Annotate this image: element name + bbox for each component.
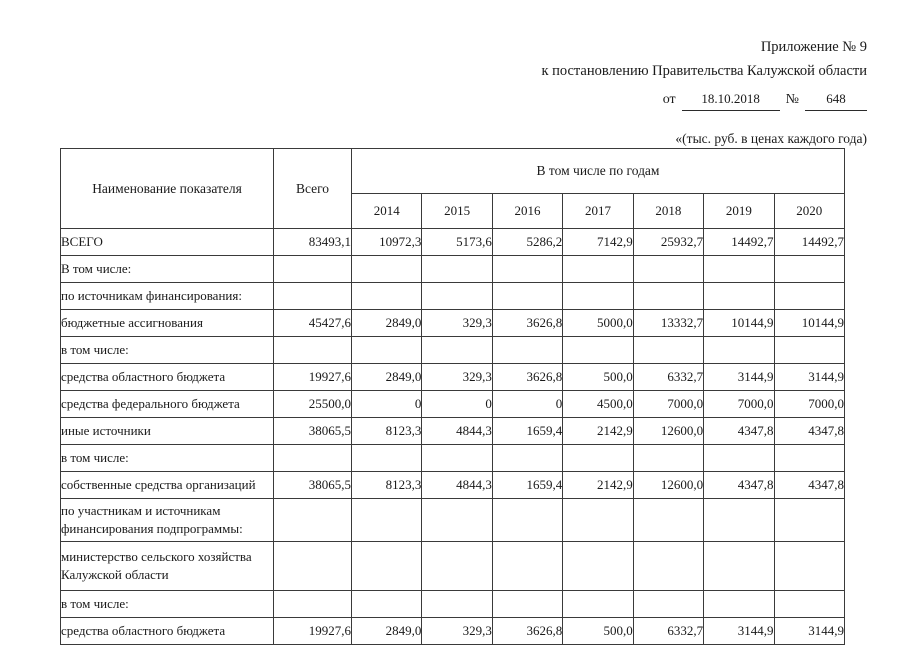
row-total <box>274 283 352 310</box>
row-value-2014 <box>352 256 422 283</box>
row-value-2020: 14492,7 <box>774 229 844 256</box>
row-label: средства областного бюджета <box>61 618 274 645</box>
header-year-2018: 2018 <box>633 194 703 229</box>
row-value-2020: 4347,8 <box>774 472 844 499</box>
row-value-2017: 2142,9 <box>563 472 633 499</box>
row-value-2014: 2849,0 <box>352 364 422 391</box>
row-value-2020: 7000,0 <box>774 391 844 418</box>
row-label: в том числе: <box>61 445 274 472</box>
row-value-2016: 3626,8 <box>492 364 562 391</box>
row-value-2017: 5000,0 <box>563 310 633 337</box>
table-row <box>61 391 845 418</box>
row-value-2014: 8123,3 <box>352 418 422 445</box>
header-year-2017: 2017 <box>563 194 633 229</box>
row-label: по источникам финансирования: <box>61 283 274 310</box>
row-value-2017: 500,0 <box>563 618 633 645</box>
table-row <box>61 310 845 337</box>
row-value-2017 <box>563 591 633 618</box>
row-value-2019: 4347,8 <box>704 418 774 445</box>
row-value-2018: 25932,7 <box>633 229 703 256</box>
row-label: В том числе: <box>61 256 274 283</box>
header-year-2014: 2014 <box>352 194 422 229</box>
row-label: ВСЕГО <box>61 229 274 256</box>
header-year-2015: 2015 <box>422 194 492 229</box>
row-total <box>274 445 352 472</box>
row-value-2020: 3144,9 <box>774 618 844 645</box>
row-value-2018: 12600,0 <box>633 418 703 445</box>
row-total: 25500,0 <box>274 391 352 418</box>
row-value-2016 <box>492 283 562 310</box>
row-value-2014: 0 <box>352 391 422 418</box>
row-value-2015: 4844,3 <box>422 418 492 445</box>
row-value-2017 <box>563 542 633 591</box>
row-value-2016 <box>492 591 562 618</box>
row-value-2017: 500,0 <box>563 364 633 391</box>
table-row <box>61 418 845 445</box>
row-value-2016: 1659,4 <box>492 472 562 499</box>
number-value: 648 <box>805 89 867 111</box>
row-value-2018: 12600,0 <box>633 472 703 499</box>
row-value-2014 <box>352 283 422 310</box>
row-value-2014 <box>352 499 422 542</box>
row-value-2015: 5173,6 <box>422 229 492 256</box>
row-total: 83493,1 <box>274 229 352 256</box>
table-row <box>61 445 845 472</box>
row-value-2020 <box>774 542 844 591</box>
row-value-2015 <box>422 283 492 310</box>
row-value-2014: 8123,3 <box>352 472 422 499</box>
header-year-2020: 2020 <box>774 194 844 229</box>
date-value: 18.10.2018 <box>682 89 780 111</box>
row-value-2015: 329,3 <box>422 618 492 645</box>
row-value-2017 <box>563 337 633 364</box>
row-value-2016: 3626,8 <box>492 310 562 337</box>
row-value-2015 <box>422 542 492 591</box>
row-label: в том числе: <box>61 591 274 618</box>
row-value-2016 <box>492 542 562 591</box>
row-value-2019: 3144,9 <box>704 618 774 645</box>
row-value-2017: 2142,9 <box>563 418 633 445</box>
row-value-2015 <box>422 445 492 472</box>
header-total: Всего <box>274 149 352 229</box>
table-row <box>61 337 845 364</box>
row-value-2017 <box>563 499 633 542</box>
row-value-2019 <box>704 445 774 472</box>
row-value-2019 <box>704 283 774 310</box>
row-total <box>274 591 352 618</box>
row-value-2016: 3626,8 <box>492 618 562 645</box>
row-label: средства федерального бюджета <box>61 391 274 418</box>
table-row <box>61 364 845 391</box>
financial-table-wrapper <box>60 148 845 645</box>
row-value-2018 <box>633 445 703 472</box>
appendix-number: Приложение № 9 <box>760 39 867 55</box>
row-value-2019 <box>704 499 774 542</box>
table-row <box>61 542 845 591</box>
row-value-2015: 4844,3 <box>422 472 492 499</box>
decree-reference: к постановлению Правительства Калужской области <box>541 63 867 80</box>
row-total <box>274 337 352 364</box>
row-total: 38065,5 <box>274 418 352 445</box>
row-value-2018 <box>633 542 703 591</box>
header-year-2016: 2016 <box>492 194 562 229</box>
row-value-2019: 3144,9 <box>704 364 774 391</box>
row-total <box>274 542 352 591</box>
row-value-2015: 329,3 <box>422 310 492 337</box>
row-value-2015 <box>422 337 492 364</box>
header-years-group: В том числе по годам <box>352 149 845 194</box>
row-value-2014: 2849,0 <box>352 618 422 645</box>
financial-table <box>60 148 845 645</box>
row-value-2020 <box>774 445 844 472</box>
row-value-2017 <box>563 256 633 283</box>
row-value-2016 <box>492 445 562 472</box>
document-header <box>541 36 867 111</box>
row-value-2017: 4500,0 <box>563 391 633 418</box>
row-value-2018 <box>633 499 703 542</box>
table-head <box>61 149 845 229</box>
row-label: бюджетные ассигнования <box>61 310 274 337</box>
table-row <box>61 472 845 499</box>
table-row <box>61 229 845 256</box>
row-value-2020: 4347,8 <box>774 418 844 445</box>
row-value-2020: 10144,9 <box>774 310 844 337</box>
row-value-2015 <box>422 256 492 283</box>
row-value-2018: 6332,7 <box>633 618 703 645</box>
decree-dateline <box>541 89 867 111</box>
row-value-2019 <box>704 542 774 591</box>
row-value-2017 <box>563 283 633 310</box>
table-row <box>61 618 845 645</box>
row-value-2016 <box>492 499 562 542</box>
row-value-2017 <box>563 445 633 472</box>
row-value-2020 <box>774 283 844 310</box>
row-value-2019: 7000,0 <box>704 391 774 418</box>
row-value-2019: 14492,7 <box>704 229 774 256</box>
row-value-2020 <box>774 256 844 283</box>
row-value-2018 <box>633 337 703 364</box>
row-value-2019: 10144,9 <box>704 310 774 337</box>
row-value-2015 <box>422 499 492 542</box>
row-value-2018 <box>633 283 703 310</box>
row-value-2014: 2849,0 <box>352 310 422 337</box>
table-body <box>61 229 845 645</box>
row-total: 45427,6 <box>274 310 352 337</box>
row-label: иные источники <box>61 418 274 445</box>
row-value-2020 <box>774 337 844 364</box>
row-value-2016 <box>492 256 562 283</box>
header-year-2019: 2019 <box>704 194 774 229</box>
table-row <box>61 256 845 283</box>
row-total: 19927,6 <box>274 618 352 645</box>
row-value-2014 <box>352 445 422 472</box>
row-value-2014 <box>352 542 422 591</box>
table-row <box>61 591 845 618</box>
row-total: 38065,5 <box>274 472 352 499</box>
row-value-2016: 0 <box>492 391 562 418</box>
row-label: в том числе: <box>61 337 274 364</box>
row-label: по участникам и источникам финансирования подпрограммы: <box>61 499 274 542</box>
row-value-2017: 7142,9 <box>563 229 633 256</box>
table-row <box>61 499 845 542</box>
row-total <box>274 256 352 283</box>
row-value-2020 <box>774 591 844 618</box>
table-header-row-1 <box>61 149 845 194</box>
row-value-2019 <box>704 256 774 283</box>
row-label: собственные средства организаций <box>61 472 274 499</box>
row-value-2016: 5286,2 <box>492 229 562 256</box>
units-caption: «(тыс. руб. в ценах каждого года) <box>675 131 867 146</box>
row-value-2016: 1659,4 <box>492 418 562 445</box>
row-value-2014: 10972,3 <box>352 229 422 256</box>
row-value-2015: 0 <box>422 391 492 418</box>
row-value-2019 <box>704 591 774 618</box>
row-value-2014 <box>352 591 422 618</box>
header-indicator-name: Наименование показателя <box>61 149 274 229</box>
row-total <box>274 499 352 542</box>
row-value-2018 <box>633 591 703 618</box>
row-value-2018: 7000,0 <box>633 391 703 418</box>
row-value-2018 <box>633 256 703 283</box>
row-value-2016 <box>492 337 562 364</box>
table-row <box>61 283 845 310</box>
row-value-2020 <box>774 499 844 542</box>
row-value-2019 <box>704 337 774 364</box>
row-label: средства областного бюджета <box>61 364 274 391</box>
row-value-2014 <box>352 337 422 364</box>
row-value-2019: 4347,8 <box>704 472 774 499</box>
row-label: министерство сельского хозяйства Калужской области <box>61 542 274 591</box>
row-value-2018: 6332,7 <box>633 364 703 391</box>
row-value-2020: 3144,9 <box>774 364 844 391</box>
number-label: № <box>785 91 799 107</box>
row-value-2015: 329,3 <box>422 364 492 391</box>
row-value-2018: 13332,7 <box>633 310 703 337</box>
row-value-2015 <box>422 591 492 618</box>
row-total: 19927,6 <box>274 364 352 391</box>
date-label: от <box>662 91 676 107</box>
